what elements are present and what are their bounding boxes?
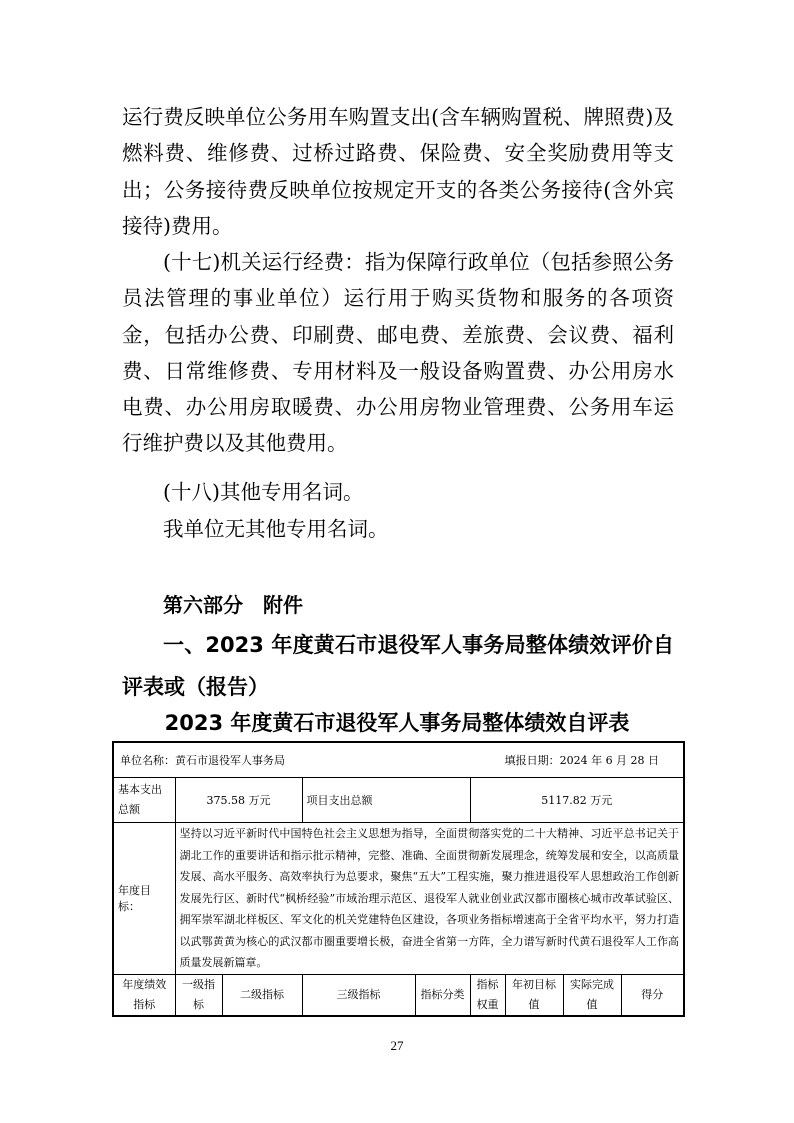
- unit-name: 单位名称：黄石市退役军人事务局: [120, 754, 285, 767]
- unit-info-cell: [113, 742, 684, 778]
- header-score-category: 指标分类: [415, 974, 470, 1016]
- annual-goal-label: 年度目标：: [113, 823, 175, 975]
- annual-goal-text: 坚持以习近平新时代中国特色社会主义思想为指导，全面贯彻落实党的二十大精神、习近平总书记关于湖北工作的重要讲话和指示批示精神，完整、准确、全面贯彻新发展理念，统筹发展和安全，以高质量发展、高水平服务、高效率执行为总要求，聚焦“五大”工程实施，聚力推进退役军人思想政治工作创新发展先行区、新时代“枫桥经验”市域治理示范区、退役军人就业创业武汉都市圈核心城市改革试验区、拥军崇军湖北样板区、军文化的机关党建特色区建设，各项业务指标增速高于全省平均水平，努力打造以武鄂黄黄为核心的武汉都市圈重要增长极，奋进全省第一方阵，全力谱写新时代黄石退役军人工作高质量发展新篇章。: [175, 823, 684, 975]
- project-expense-value: 5117.82 万元: [470, 778, 684, 823]
- part-six-title: 第六部分 附件: [163, 593, 303, 617]
- project-expense-label: 项目支出总额: [302, 778, 470, 823]
- table-row: [113, 823, 684, 975]
- header-initial-target: 年初目标值: [505, 974, 563, 1016]
- paragraph-vehicle-expense: 运行费反映单位公务用车购置支出(含车辆购置税、牌照费)及燃料费、维修费、过桥过路费、保险费、安全奖励费用等支出；公务接待费反映单位按规定开支的各类公务接待(含外宾接待)费用。: [122, 105, 674, 238]
- paragraph-operating-funds: (十七)机关运行经费：指为保障行政单位（包括参照公务员法管理的事业单位）运行用于购买货物和服务的各项资金，包括办公费、印刷费、邮电费、差旅费、会议费、福利费、日常维修费、专用材料及一般设备购置费、办公用房水电费、办公用房取暖费、办公用房物业管理费、公务用车运行维护费以及其他费用。: [122, 250, 674, 456]
- table-row: [113, 778, 684, 823]
- page-number: 27: [390, 1038, 404, 1053]
- paragraph-no-other-terms: 我单位无其他专用名词。: [163, 517, 389, 541]
- basic-expense-label: 基本支出总额: [113, 778, 175, 823]
- header-level3: 三级指标: [302, 974, 415, 1016]
- attachment-heading: 一、2023 年度黄石市退役军人事务局整体绩效评价自评表或（报告）: [122, 633, 674, 699]
- header-score: 得分: [621, 974, 684, 1016]
- table-header-row: [113, 974, 684, 1016]
- header-actual-value: 实际完成值: [563, 974, 621, 1016]
- basic-expense-value: 375.58 万元: [175, 778, 302, 823]
- fill-date: 填报日期：2024 年 6 月 28 日: [504, 754, 660, 767]
- header-level2: 二级指标: [222, 974, 302, 1016]
- table-row: [113, 742, 684, 778]
- table-title: 2023 年度黄石市退役军人事务局整体绩效自评表: [164, 711, 630, 735]
- header-weight: 指标权重: [470, 974, 505, 1016]
- paragraph-other-terms-heading: (十八)其他专用名词。: [163, 480, 364, 504]
- header-annual-indicator: 年度绩效指标: [113, 974, 175, 1016]
- performance-table: [112, 741, 685, 1017]
- header-level1: 一级指标: [175, 974, 222, 1016]
